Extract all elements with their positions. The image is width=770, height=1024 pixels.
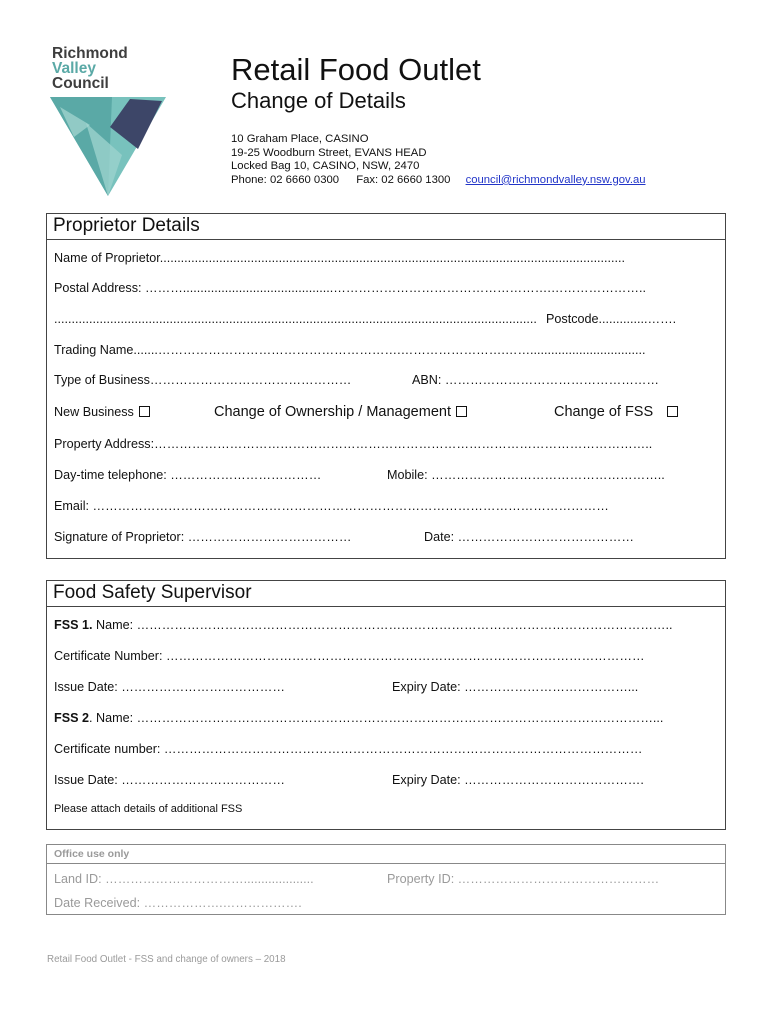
proprietor-heading: Proprietor Details	[47, 214, 725, 240]
page-title: Retail Food Outlet	[231, 52, 481, 87]
office-use-heading: Office use only	[54, 848, 130, 860]
fss2-name-field[interactable]	[54, 711, 663, 725]
council-email-link[interactable]: council@richmondvalley.nsw.gov.au	[465, 173, 646, 186]
new-business-checkbox[interactable]	[139, 406, 150, 417]
contact-line	[231, 174, 646, 188]
fss1-certificate-field[interactable]: Certificate Number: ……………………………………………………………………………………………………	[54, 649, 645, 663]
address-line-3: Locked Bag 10, CASINO, NSW, 2470	[231, 160, 420, 173]
change-ownership-option[interactable]	[214, 404, 467, 420]
fss2-certificate-field[interactable]: Certificate number: ……………………………………………………………………………………………………	[54, 742, 643, 756]
trading-name-field[interactable]: Trading Name.......………………………………………………….…………………….…….................................	[54, 343, 646, 357]
additional-fss-note: Please attach details of additional FSS	[54, 803, 243, 815]
council-logo-triangle-icon	[50, 97, 166, 197]
change-ownership-checkbox[interactable]	[456, 406, 467, 417]
change-fss-checkbox[interactable]	[667, 406, 678, 417]
fss1-name-field[interactable]	[54, 618, 673, 632]
fss2-issue-date-field[interactable]: Issue Date: …………………………………	[54, 773, 285, 787]
change-fss-option[interactable]	[554, 404, 678, 420]
logo-line-3: Council	[52, 75, 109, 92]
fax-text: Fax: 02 6660 1300	[356, 173, 451, 186]
fss2-name-text: . Name: ……………………………………………………………………………………………………………...	[89, 711, 664, 725]
proprietor-name-field[interactable]: Name of Proprietor.....................................................................................................................................	[54, 251, 626, 265]
new-business-option[interactable]	[54, 405, 150, 419]
address-line-2: 19-25 Woodburn Street, EVANS HEAD	[231, 146, 427, 159]
postal-address-line-2-field[interactable]: ..........................................................................................................................................	[54, 312, 537, 326]
postcode-field[interactable]: Postcode..............…….	[546, 312, 677, 326]
council-address	[231, 133, 646, 187]
signature-field[interactable]: Signature of Proprietor: …………………………………	[54, 530, 352, 544]
new-business-label: New Business	[54, 405, 134, 419]
property-id-field: Property ID: …………………………………………	[387, 872, 660, 886]
fss1-expiry-date-field[interactable]: Expiry Date: …………………………………...	[392, 680, 639, 694]
fss2-expiry-date-field[interactable]: Expiry Date: …………………………………….	[392, 773, 644, 787]
email-field[interactable]: Email: ……………………………………………………………………………………………………………	[54, 499, 609, 513]
fss2-label: FSS 2	[54, 711, 89, 725]
change-fss-label: Change of FSS	[554, 404, 654, 420]
fss1-name-text: Name: ………………………………………………………………………………………………………………..	[92, 618, 673, 632]
page-footer: Retail Food Outlet - FSS and change of owners – 2018	[47, 954, 286, 965]
logo-line-2: Valley	[52, 60, 96, 77]
fss1-label: FSS 1.	[54, 618, 93, 632]
phone-text: Phone: 02 6660 0300	[231, 173, 340, 186]
abn-field[interactable]: ABN: ……………………………………………	[412, 373, 659, 387]
postal-address-field[interactable]: Postal Address: ………...........................................…………………………………………….…………………..	[54, 281, 646, 295]
mobile-field[interactable]: Mobile: ………………………………………………..	[387, 468, 665, 482]
daytime-telephone-field[interactable]: Day-time telephone: ………………………………	[54, 468, 322, 482]
signature-date-field[interactable]: Date: ……………………………………	[424, 530, 634, 544]
land-id-field: Land ID: ……………………………....................	[54, 872, 314, 886]
council-logo-text	[52, 46, 128, 91]
fss1-issue-date-field[interactable]: Issue Date: …………………………………	[54, 680, 285, 694]
change-ownership-label: Change of Ownership / Management	[214, 404, 451, 420]
fss-heading: Food Safety Supervisor	[47, 581, 725, 607]
logo-line-1: Richmond	[52, 45, 128, 62]
page-subtitle: Change of Details	[231, 88, 406, 113]
property-address-field[interactable]: Property Address:………………………………………………………………………………………………………..	[54, 437, 653, 451]
business-type-field[interactable]: Type of Business…………………………………………	[54, 373, 352, 387]
date-received-field: Date Received: ……………….……………….	[54, 896, 302, 910]
address-line-1: 10 Graham Place, CASINO	[231, 133, 369, 145]
